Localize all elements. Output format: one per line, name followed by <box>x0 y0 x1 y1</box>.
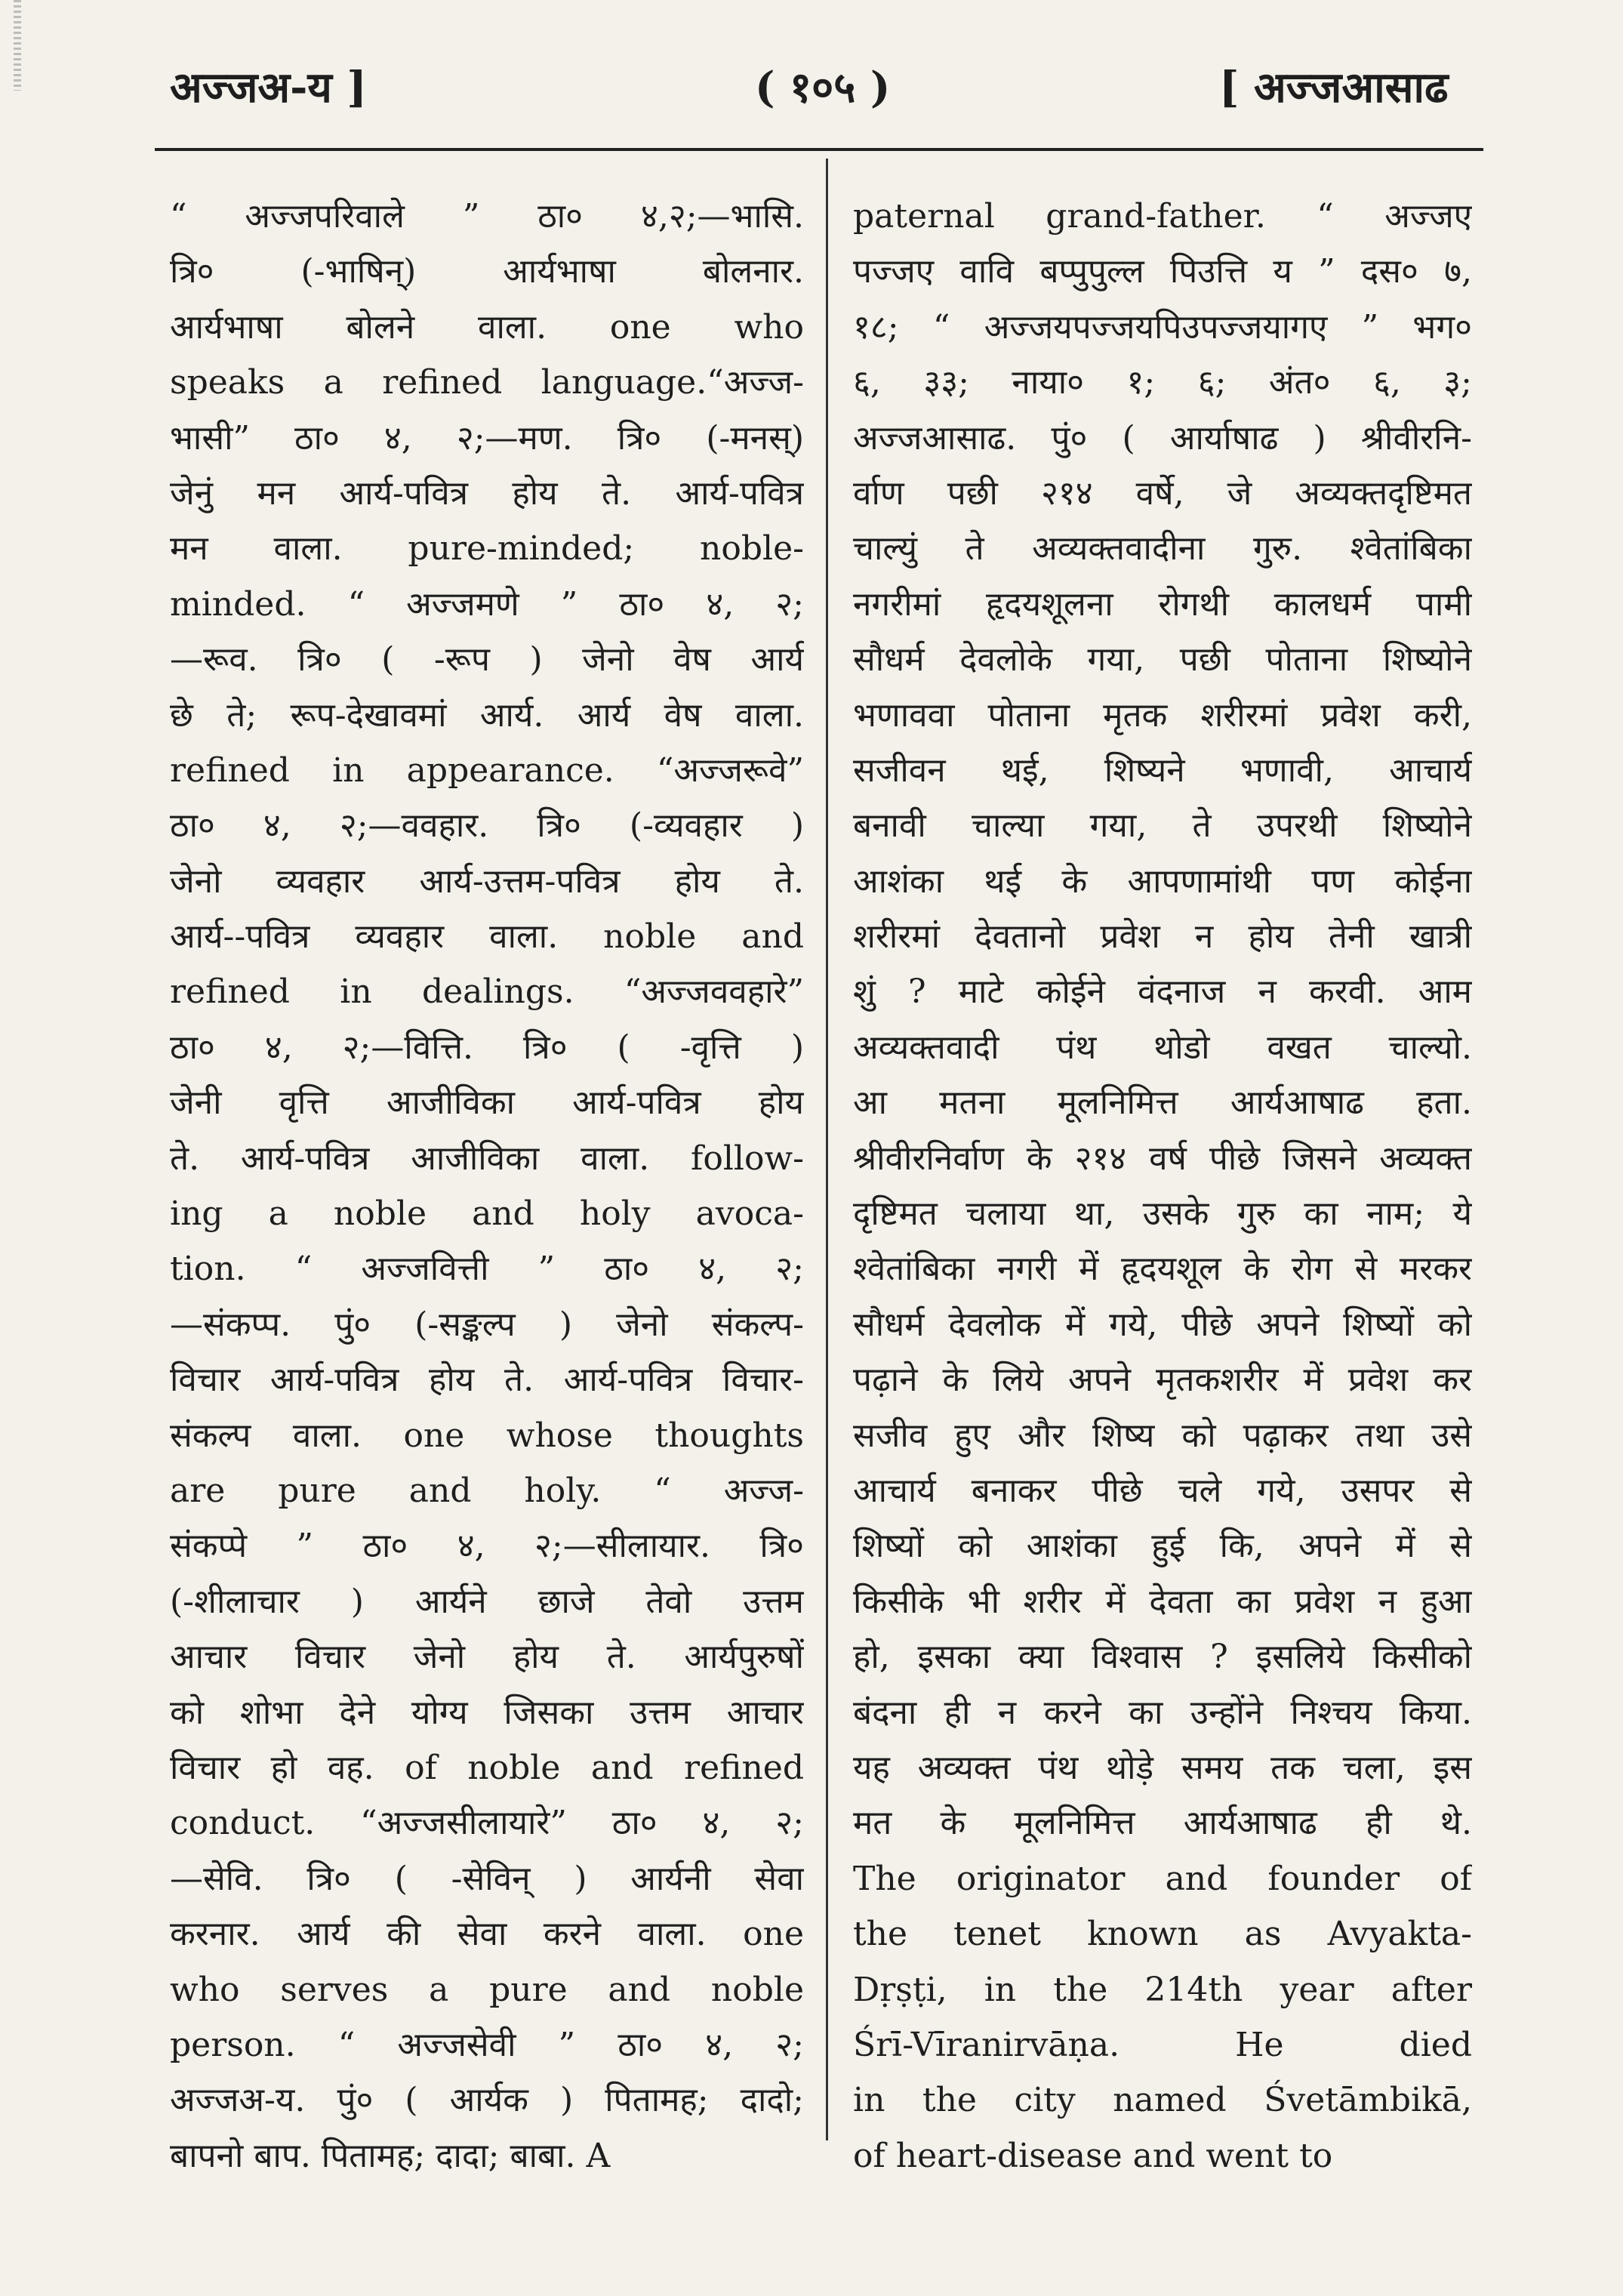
text-line: ६, ३३; नाया० १; ६; अंत० ६, ३; <box>853 363 1472 402</box>
text-line: पज्जए वावि बप्पुपुल्ल पिउत्ति य ” दस० ७, <box>853 252 1472 291</box>
text-line: पढ़ाने के लिये अपने मृतकशरीर में प्रवेश कर <box>853 1361 1472 1400</box>
text-line: बनावी चाल्या गया, ते उपरथी शिष्योने <box>853 806 1472 846</box>
text-line: मत के मूलनिमित्त आर्यआषाढ ही थे. <box>853 1804 1472 1843</box>
text-line: आचार्य बनाकर पीछे चले गये, उसपर से <box>853 1471 1472 1510</box>
text-line: अव्यक्तवादी पंथ थोडो वखत चाल्यो. <box>853 1028 1472 1067</box>
text-line: नगरीमां हृदयशूलना रोगथी कालधर्म पामी <box>853 584 1472 624</box>
text-line: र्वाण पछी २१४ वर्षे, जे अव्यक्तदृष्टिमत <box>853 473 1472 513</box>
header-rule <box>155 148 1483 151</box>
text-line: अज्जअ-य. पुं० ( आर्यक ) पितामह; दादो; <box>170 2081 804 2120</box>
text-line: refined in dealings. “अज्जववहारे” <box>170 972 804 1012</box>
page-number: ( १०५ ) <box>755 63 891 112</box>
text-line: “ अज्जपरिवाले ” ठा० ४,२;—भासि. <box>170 197 804 236</box>
text-line: जेनुं मन आर्य-पवित्र होय ते. आर्य-पवित्र <box>170 473 804 513</box>
text-line: १८; “ अज्जयपज्जयपिउपज्जयागए ” भग० <box>853 307 1472 347</box>
text-line: paternal grand-father. “ अज्जए <box>853 197 1472 236</box>
text-line: आर्यभाषा बोलने वाला. one who <box>170 307 804 347</box>
text-line: संकप्पे ” ठा० ४, २;—सीलायार. त्रि० <box>170 1527 804 1566</box>
text-line: बापनो बाप. पितामह; दादा; बाबा. A <box>170 2136 611 2175</box>
text-line: of heart-disease and went to <box>853 2136 1333 2175</box>
text-line: विचार आर्य-पवित्र होय ते. आर्य-पवित्र विचार- <box>170 1361 804 1400</box>
left-column <box>170 189 804 2184</box>
text-line: शरीरमां देवतानो प्रवेश न होय तेनी खात्री <box>853 917 1472 957</box>
text-line: छे ते; रूप-देखावमां आर्य. आर्य वेष वाला. <box>170 695 804 735</box>
text-line: को शोभा देने योग्य जिसका उत्तम आचार <box>170 1693 804 1732</box>
text-line: Śrī-Vīranirvāṇa. He died <box>853 2025 1472 2064</box>
text-line: minded. “ अज्जमणे ” ठा० ४, २; <box>170 584 804 624</box>
text-line: who serves a pure and noble <box>170 1970 804 2009</box>
text-line: भासी” ठा० ४, २;—मण. त्रि० (-मनस्) <box>170 418 804 458</box>
text-line: speaks a refined language.“अज्ज- <box>170 363 804 402</box>
text-line: आचार विचार जेनो होय ते. आर्यपुरुषों <box>170 1638 804 1677</box>
text-line: भणाववा पोताना मृतक शरीरमां प्रवेश करी, <box>853 695 1472 735</box>
text-line: tion. “ अज्जवित्ती ” ठा० ४, २; <box>170 1250 804 1289</box>
header-right-guideword: [ अज्जआसाढ <box>1219 63 1449 112</box>
text-line: ing a noble and holy avoca- <box>170 1194 804 1234</box>
text-line: in the city named Śvetāmbikā, <box>853 2081 1472 2120</box>
text-line: श्रीवीरनिर्वाण के २१४ वर्ष पीछे जिसने अव्यक्त <box>853 1139 1472 1178</box>
text-line: चाल्युं ते अव्यक्तवादीना गुरु. श्वेतांबिका <box>853 529 1472 569</box>
text-line: यह अव्यक्त पंथ थोड़े समय तक चला, इस <box>853 1748 1472 1787</box>
text-line: आ मतना मूलनिमित्त आर्यआषाढ हता. <box>853 1083 1472 1123</box>
text-line: जेनी वृत्ति आजीविका आर्य-पवित्र होय <box>170 1083 804 1123</box>
text-line: करनार. आर्य की सेवा करने वाला. one <box>170 1915 804 1954</box>
text-line: विचार हो वह. of noble and refined <box>170 1748 804 1787</box>
text-line: संकल्प वाला. one whose thoughts <box>170 1416 804 1455</box>
text-line: Dṛṣṭi, in the 214th year after <box>853 1970 1472 2009</box>
text-line: (-शीलाचार ) आर्यने छाजे तेवो उत्तम <box>170 1582 804 1621</box>
column-divider <box>826 159 828 2140</box>
text-line: शिष्यों को आशंका हुई कि, अपने में से <box>853 1527 1472 1566</box>
text-line: दृष्टिमत चलाया था, उसके गुरु का नाम; ये <box>853 1194 1472 1234</box>
text-line: किसीके भी शरीर में देवता का प्रवेश न हुआ <box>853 1582 1472 1621</box>
text-line: जेनो व्यवहार आर्य-उत्तम-पवित्र होय ते. <box>170 861 804 901</box>
text-line: श्वेतांबिका नगरी में हृदयशूल के रोग से मरकर <box>853 1250 1472 1289</box>
text-line: आशंका थई के आपणामांथी पण कोईना <box>853 861 1472 901</box>
text-line: अज्जआसाढ. पुं० ( आर्याषाढ ) श्रीवीरनि- <box>853 418 1472 458</box>
text-line: सौधर्म देवलोक में गये, पीछे अपने शिष्यों को <box>853 1305 1472 1344</box>
text-line: The originator and founder of <box>853 1859 1472 1898</box>
text-line: —रूव. त्रि० ( -रूप ) जेनो वेष आर्य <box>170 640 804 680</box>
text-line: सजीवन थई, शिष्यने भणावी, आचार्य <box>853 750 1472 790</box>
text-line: बंदना ही न करने का उन्होंने निश्चय किया. <box>853 1693 1472 1732</box>
text-line: शुं ? माटे कोईने वंदनाज न करवी. आम <box>853 972 1472 1012</box>
text-line: —संकप्प. पुं० (-सङ्कल्प ) जेनो संकल्प- <box>170 1305 804 1344</box>
text-line: conduct. “अज्जसीलायारे” ठा० ४, २; <box>170 1804 804 1843</box>
text-line: सौधर्म देवलोके गया, पछी पोताना शिष्योने <box>853 640 1472 680</box>
text-line: त्रि० (-भाषिन्) आर्यभाषा बोलनार. <box>170 252 804 291</box>
right-column <box>853 189 1472 2184</box>
text-line: ठा० ४, २;—वित्ति. त्रि० ( -वृत्ति ) <box>170 1028 804 1067</box>
text-line: सजीव हुए और शिष्य को पढ़ाकर तथा उसे <box>853 1416 1472 1455</box>
text-line: हो, इसका क्या विश्वास ? इसलिये किसीको <box>853 1638 1472 1677</box>
text-line: person. “ अज्जसेवी ” ठा० ४, २; <box>170 2025 804 2064</box>
text-line: refined in appearance. “अज्जरूवे” <box>170 750 804 790</box>
text-line: —सेवि. त्रि० ( -सेविन् ) आर्यनी सेवा <box>170 1859 804 1898</box>
text-line: are pure and holy. “ अज्ज- <box>170 1471 804 1510</box>
text-line: the tenet known as Avyakta- <box>853 1915 1472 1954</box>
page-header <box>0 44 1623 127</box>
text-line: ते. आर्य-पवित्र आजीविका वाला. follow- <box>170 1139 804 1178</box>
text-line: ठा० ४, २;—ववहार. त्रि० (-व्यवहार ) <box>170 806 804 846</box>
header-left-guideword: अज्जअ-य ] <box>170 63 367 112</box>
text-line: आर्य--पवित्र व्यवहार वाला. noble and <box>170 917 804 957</box>
text-line: मन वाला. pure-minded; noble- <box>170 529 804 569</box>
